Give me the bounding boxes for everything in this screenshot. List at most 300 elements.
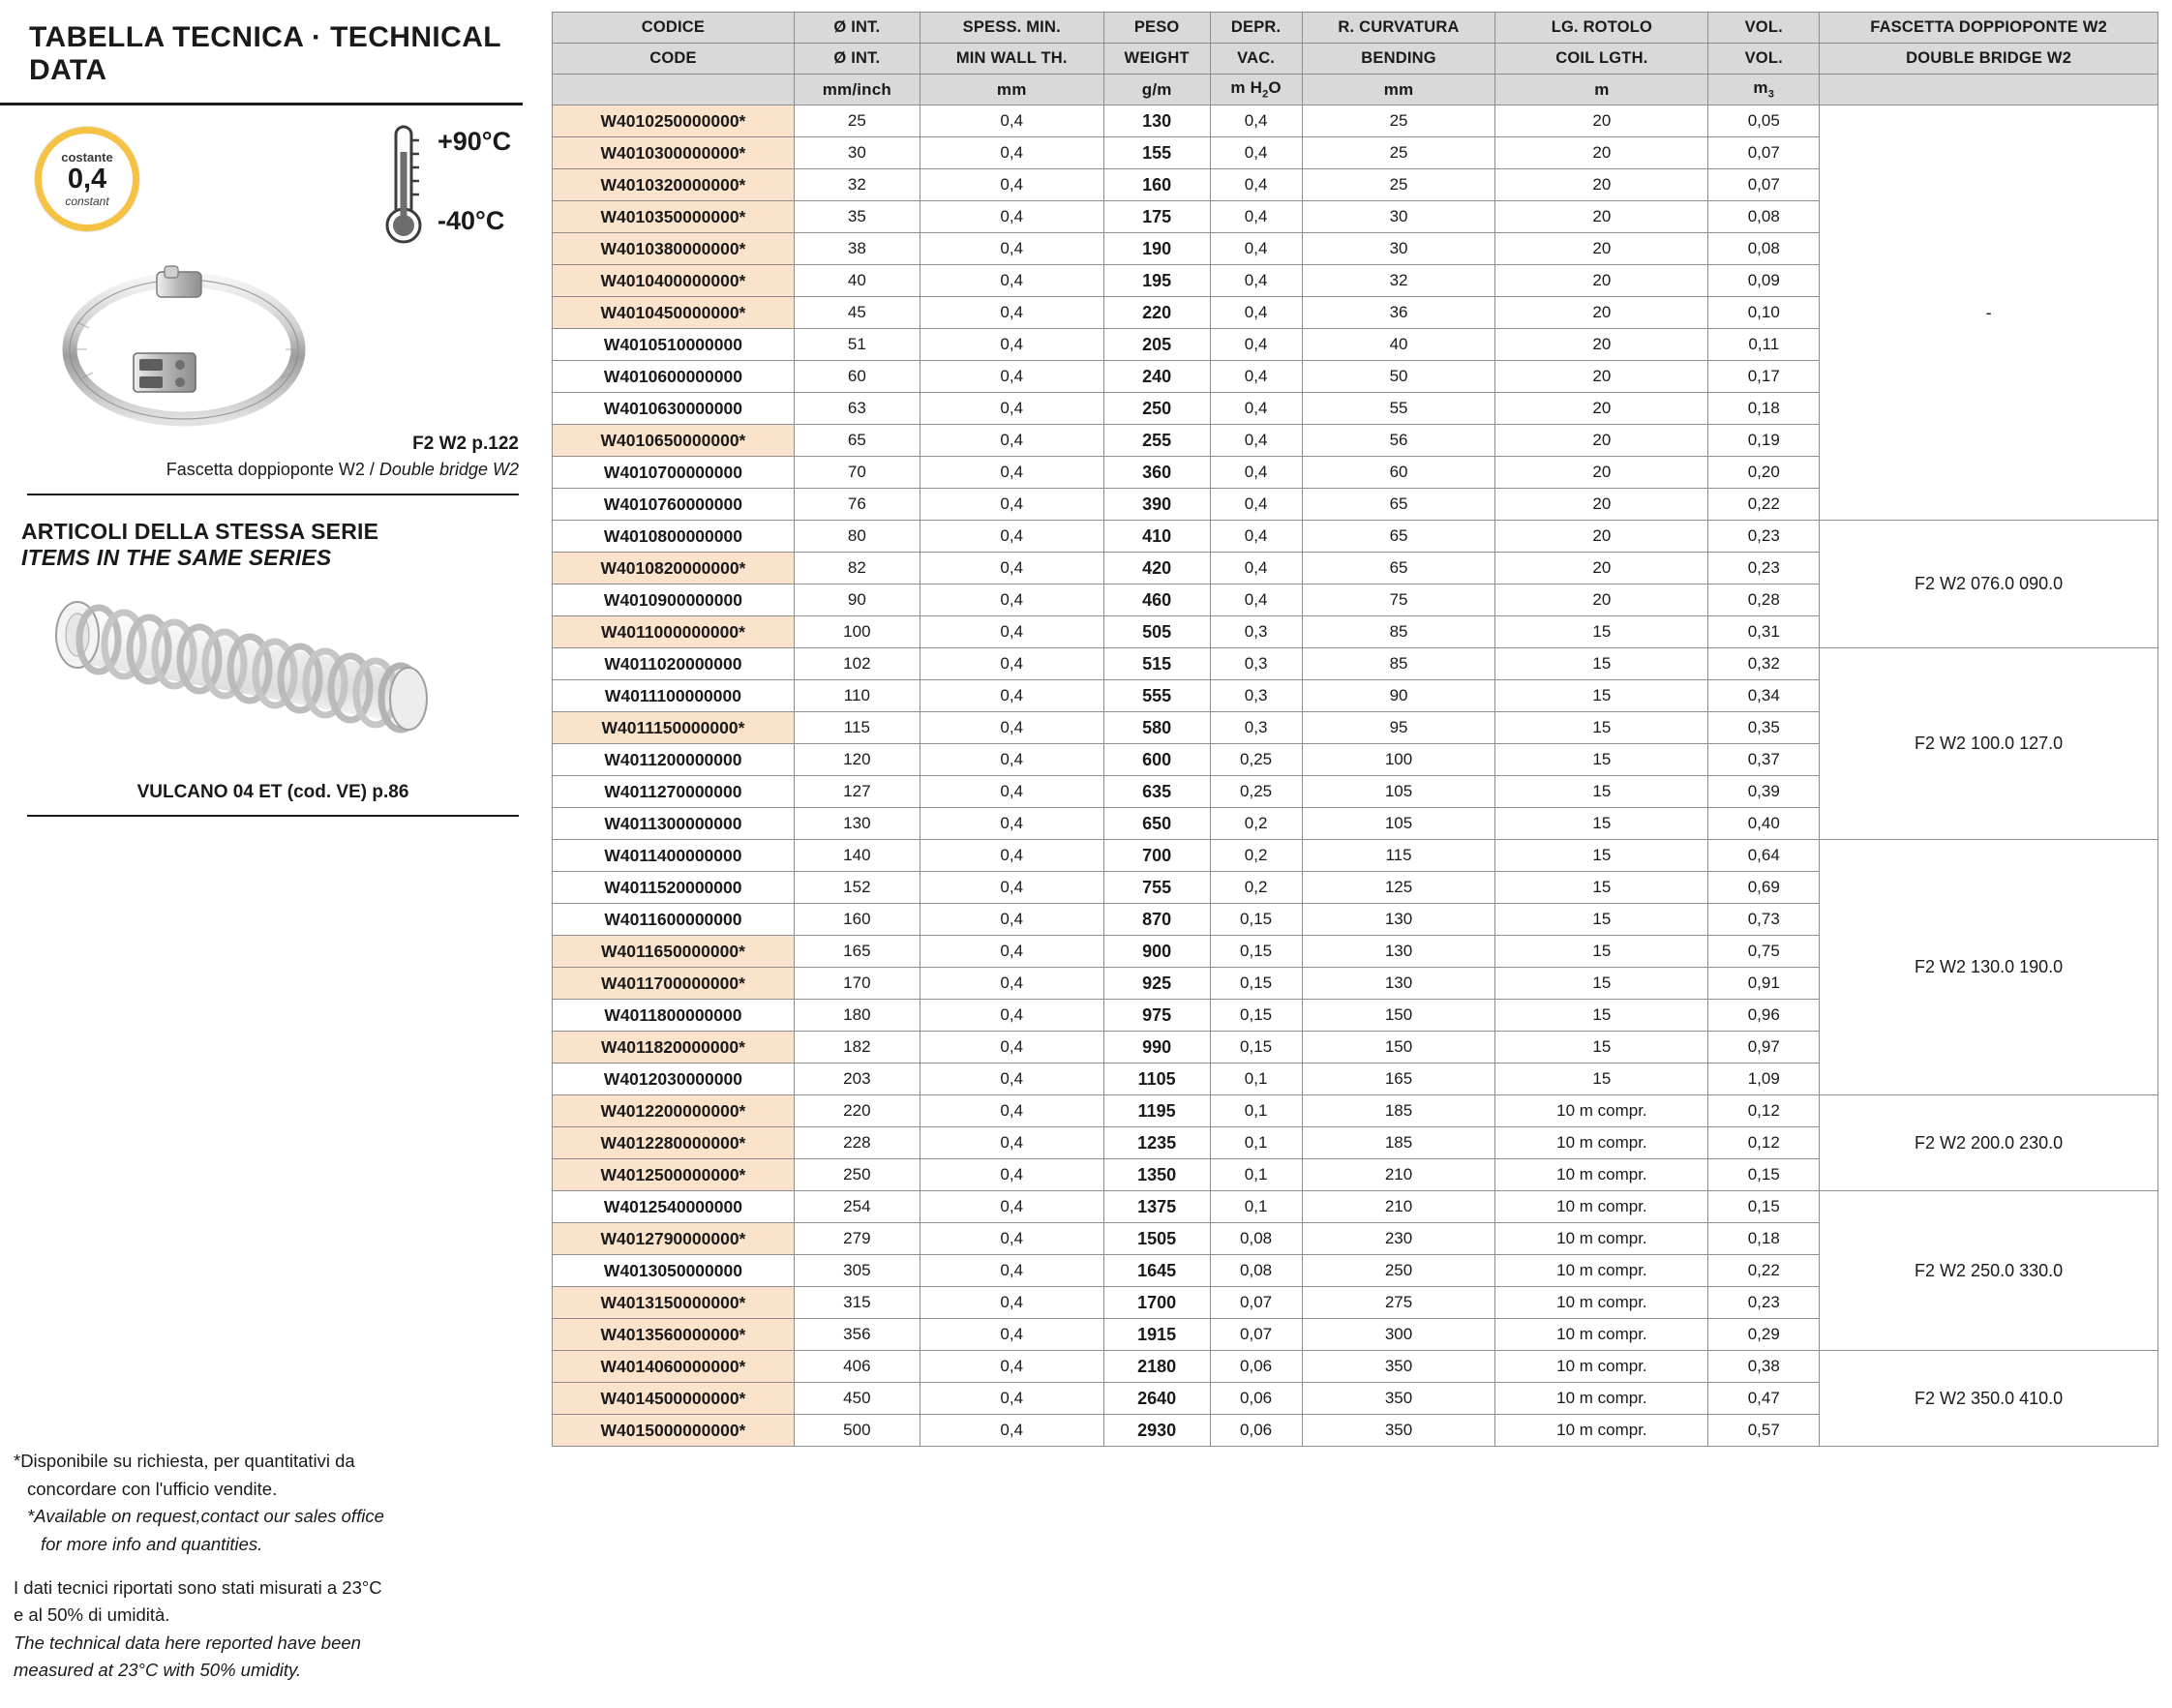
footnote-line-1: *Disponibile su richiesta, per quantitativi da — [14, 1451, 355, 1472]
cell-vacuum: 0,15 — [1210, 1000, 1302, 1032]
table-row — [553, 1191, 2158, 1223]
cell-coil-length: 20 — [1495, 169, 1708, 201]
cell-bending-radius: 115 — [1302, 840, 1495, 872]
cell-code: W4012500000000* — [553, 1159, 795, 1191]
footnote-line-6: e al 50% di umidità. — [14, 1604, 170, 1626]
cell-bending-radius: 85 — [1302, 648, 1495, 680]
table-row — [553, 521, 2158, 553]
cell-double-bridge: F2 W2 250.0 330.0 — [1820, 1191, 2158, 1351]
table-body — [553, 105, 2158, 1447]
cell-weight: 420 — [1103, 553, 1210, 584]
cell-bending-radius: 100 — [1302, 744, 1495, 776]
header-vac-it: DEPR. — [1210, 13, 1302, 44]
cell-vacuum: 0,1 — [1210, 1159, 1302, 1191]
table-header — [553, 13, 2158, 105]
cell-code: W4010300000000* — [553, 137, 795, 169]
cell-inner-diameter: 140 — [794, 840, 920, 872]
cell-min-wall-thickness: 0,4 — [920, 584, 1103, 616]
cell-code: W4014500000000* — [553, 1383, 795, 1415]
cell-weight: 505 — [1103, 616, 1210, 648]
page-title-it: TABELLA TECNICA — [29, 21, 304, 53]
header-row-en — [553, 44, 2158, 75]
cell-code: W4010700000000 — [553, 457, 795, 489]
cell-min-wall-thickness: 0,4 — [920, 265, 1103, 297]
footnote-line-7: The technical data here reported have been — [14, 1632, 361, 1653]
cell-vacuum: 0,4 — [1210, 553, 1302, 584]
cell-vacuum: 0,08 — [1210, 1223, 1302, 1255]
cell-coil-length: 10 m compr. — [1495, 1255, 1708, 1287]
cell-code: W4011600000000 — [553, 904, 795, 936]
cell-bending-radius: 275 — [1302, 1287, 1495, 1319]
cell-code: W4010900000000 — [553, 584, 795, 616]
cell-bending-radius: 210 — [1302, 1159, 1495, 1191]
cell-vacuum: 0,4 — [1210, 137, 1302, 169]
cell-volume: 0,09 — [1708, 265, 1820, 297]
cell-min-wall-thickness: 0,4 — [920, 936, 1103, 968]
cell-bending-radius: 30 — [1302, 233, 1495, 265]
cell-bending-radius: 60 — [1302, 457, 1495, 489]
cell-vacuum: 0,4 — [1210, 521, 1302, 553]
cell-vacuum: 0,06 — [1210, 1415, 1302, 1447]
cell-weight: 160 — [1103, 169, 1210, 201]
cell-coil-length: 10 m compr. — [1495, 1351, 1708, 1383]
cell-inner-diameter: 170 — [794, 968, 920, 1000]
units-wall: mm — [920, 75, 1103, 105]
cell-inner-diameter: 80 — [794, 521, 920, 553]
cell-code: W4010400000000* — [553, 265, 795, 297]
cell-inner-diameter: 90 — [794, 584, 920, 616]
cell-min-wall-thickness: 0,4 — [920, 1415, 1103, 1447]
cell-coil-length: 10 m compr. — [1495, 1287, 1708, 1319]
header-wall-it: SPESS. MIN. — [920, 13, 1103, 44]
header-bend-it: R. CURVATURA — [1302, 13, 1495, 44]
cell-vacuum: 0,1 — [1210, 1191, 1302, 1223]
table-row — [553, 648, 2158, 680]
cell-weight: 130 — [1103, 105, 1210, 137]
cell-weight: 975 — [1103, 1000, 1210, 1032]
cell-weight: 190 — [1103, 233, 1210, 265]
cell-bending-radius: 25 — [1302, 169, 1495, 201]
cell-code: W4010630000000 — [553, 393, 795, 425]
cell-weight: 925 — [1103, 968, 1210, 1000]
cell-volume: 0,29 — [1708, 1319, 1820, 1351]
cell-weight: 1235 — [1103, 1127, 1210, 1159]
cell-bending-radius: 250 — [1302, 1255, 1495, 1287]
page-title — [0, 21, 523, 105]
cell-min-wall-thickness: 0,4 — [920, 840, 1103, 872]
cell-inner-diameter: 45 — [794, 297, 920, 329]
cell-weight: 515 — [1103, 648, 1210, 680]
cell-code: W4011800000000 — [553, 1000, 795, 1032]
cell-min-wall-thickness: 0,4 — [920, 712, 1103, 744]
cell-code: W4010800000000 — [553, 521, 795, 553]
cell-inner-diameter: 356 — [794, 1319, 920, 1351]
cell-inner-diameter: 279 — [794, 1223, 920, 1255]
cell-code: W4010450000000* — [553, 297, 795, 329]
table-row — [553, 1095, 2158, 1127]
cell-min-wall-thickness: 0,4 — [920, 616, 1103, 648]
cell-volume: 0,19 — [1708, 425, 1820, 457]
cell-volume: 0,08 — [1708, 233, 1820, 265]
cell-bending-radius: 90 — [1302, 680, 1495, 712]
cell-bending-radius: 210 — [1302, 1191, 1495, 1223]
footnote-line-3: *Available on request,contact our sales office — [27, 1506, 384, 1527]
cell-double-bridge: F2 W2 076.0 090.0 — [1820, 521, 2158, 648]
cell-volume: 0,07 — [1708, 137, 1820, 169]
cell-code: W4012280000000* — [553, 1127, 795, 1159]
cell-min-wall-thickness: 0,4 — [920, 1255, 1103, 1287]
cell-weight: 1645 — [1103, 1255, 1210, 1287]
constant-value: 0,4 — [67, 164, 107, 195]
cell-code: W4010650000000* — [553, 425, 795, 457]
cell-code: W4011520000000 — [553, 872, 795, 904]
cell-min-wall-thickness: 0,4 — [920, 744, 1103, 776]
cell-vacuum: 0,07 — [1210, 1319, 1302, 1351]
cell-weight: 255 — [1103, 425, 1210, 457]
cell-bending-radius: 50 — [1302, 361, 1495, 393]
cell-vacuum: 0,3 — [1210, 616, 1302, 648]
cell-weight: 205 — [1103, 329, 1210, 361]
cell-vacuum: 0,4 — [1210, 361, 1302, 393]
page-title-en: TECHNICAL DATA — [29, 21, 501, 86]
cell-coil-length: 20 — [1495, 553, 1708, 584]
cell-code: W4011200000000 — [553, 744, 795, 776]
hose-caption — [27, 782, 519, 817]
cell-inner-diameter: 51 — [794, 329, 920, 361]
clamp-caption-it: Fascetta doppioponte W2 / — [166, 460, 379, 479]
cell-inner-diameter: 82 — [794, 553, 920, 584]
cell-volume: 0,97 — [1708, 1032, 1820, 1064]
cell-weight: 155 — [1103, 137, 1210, 169]
cell-vacuum: 0,15 — [1210, 936, 1302, 968]
cell-volume: 0,17 — [1708, 361, 1820, 393]
cell-coil-length: 20 — [1495, 233, 1708, 265]
cell-volume: 0,75 — [1708, 936, 1820, 968]
cell-code: W4011820000000* — [553, 1032, 795, 1064]
cell-weight: 755 — [1103, 872, 1210, 904]
cell-code: W4012030000000 — [553, 1064, 795, 1095]
cell-double-bridge: - — [1820, 105, 2158, 521]
cell-code: W4011020000000 — [553, 648, 795, 680]
cell-min-wall-thickness: 0,4 — [920, 361, 1103, 393]
cell-volume: 0,47 — [1708, 1383, 1820, 1415]
cell-inner-diameter: 25 — [794, 105, 920, 137]
cell-vacuum: 0,15 — [1210, 1032, 1302, 1064]
cell-min-wall-thickness: 0,4 — [920, 1287, 1103, 1319]
constant-label-it: costante — [61, 150, 113, 165]
cell-volume: 0,20 — [1708, 457, 1820, 489]
cell-bending-radius: 65 — [1302, 553, 1495, 584]
cell-min-wall-thickness: 0,4 — [920, 1064, 1103, 1095]
footnote-line-5: I dati tecnici riportati sono stati misurati a 23°C — [14, 1576, 382, 1598]
cell-inner-diameter: 35 — [794, 201, 920, 233]
table-row — [553, 840, 2158, 872]
thermometer-icon — [381, 123, 426, 249]
cell-vacuum: 0,06 — [1210, 1383, 1302, 1415]
cell-coil-length: 20 — [1495, 457, 1708, 489]
cell-double-bridge: F2 W2 350.0 410.0 — [1820, 1351, 2158, 1447]
cell-bending-radius: 130 — [1302, 904, 1495, 936]
cell-double-bridge: F2 W2 200.0 230.0 — [1820, 1095, 2158, 1191]
cell-vacuum: 0,4 — [1210, 105, 1302, 137]
cell-weight: 360 — [1103, 457, 1210, 489]
cell-bending-radius: 40 — [1302, 329, 1495, 361]
cell-weight: 460 — [1103, 584, 1210, 616]
cell-inner-diameter: 120 — [794, 744, 920, 776]
cell-coil-length: 10 m compr. — [1495, 1383, 1708, 1415]
cell-weight: 2640 — [1103, 1383, 1210, 1415]
cell-vacuum: 0,4 — [1210, 329, 1302, 361]
cell-bending-radius: 130 — [1302, 968, 1495, 1000]
cell-min-wall-thickness: 0,4 — [920, 1383, 1103, 1415]
cell-vacuum: 0,4 — [1210, 265, 1302, 297]
cell-vacuum: 0,1 — [1210, 1095, 1302, 1127]
cell-weight: 900 — [1103, 936, 1210, 968]
cell-min-wall-thickness: 0,4 — [920, 648, 1103, 680]
constant-label-en: constant — [65, 194, 109, 208]
header-code-en: CODE — [553, 44, 795, 75]
cell-code: W4011400000000 — [553, 840, 795, 872]
cell-vacuum: 0,06 — [1210, 1351, 1302, 1383]
cell-min-wall-thickness: 0,4 — [920, 201, 1103, 233]
units-vol: $m_3$ — [1708, 75, 1820, 105]
table-row — [553, 1351, 2158, 1383]
clamp-caption — [27, 434, 519, 495]
cell-vacuum: 0,4 — [1210, 457, 1302, 489]
cell-bending-radius: 65 — [1302, 521, 1495, 553]
cell-min-wall-thickness: 0,4 — [920, 1095, 1103, 1127]
cell-min-wall-thickness: 0,4 — [920, 1351, 1103, 1383]
technical-data-table-wrapper — [552, 12, 2158, 1447]
cell-volume: 0,57 — [1708, 1415, 1820, 1447]
header-dint-it: Ø INT. — [794, 13, 920, 44]
cell-min-wall-thickness: 0,4 — [920, 776, 1103, 808]
cell-inner-diameter: 30 — [794, 137, 920, 169]
cell-min-wall-thickness: 0,4 — [920, 489, 1103, 521]
units-code — [553, 75, 795, 105]
header-vol-it: VOL. — [1708, 13, 1820, 44]
cell-weight: 1350 — [1103, 1159, 1210, 1191]
cell-bending-radius: 56 — [1302, 425, 1495, 457]
header-coil-en: COIL LGTH. — [1495, 44, 1708, 75]
cell-inner-diameter: 228 — [794, 1127, 920, 1159]
cell-weight: 410 — [1103, 521, 1210, 553]
cell-volume: 0,15 — [1708, 1191, 1820, 1223]
cell-bending-radius: 300 — [1302, 1319, 1495, 1351]
cell-coil-length: 15 — [1495, 808, 1708, 840]
units-dint: mm/inch — [794, 75, 920, 105]
cell-volume: 0,22 — [1708, 489, 1820, 521]
cell-inner-diameter: 130 — [794, 808, 920, 840]
cell-volume: 0,18 — [1708, 1223, 1820, 1255]
cell-vacuum: 0,2 — [1210, 840, 1302, 872]
header-dint-en: Ø INT. — [794, 44, 920, 75]
cell-code: W4013150000000* — [553, 1287, 795, 1319]
cell-min-wall-thickness: 0,4 — [920, 1319, 1103, 1351]
cell-weight: 1700 — [1103, 1287, 1210, 1319]
cell-inner-diameter: 500 — [794, 1415, 920, 1447]
cell-inner-diameter: 254 — [794, 1191, 920, 1223]
page-title-sep: · — [303, 21, 331, 53]
cell-bending-radius: 350 — [1302, 1351, 1495, 1383]
cell-coil-length: 15 — [1495, 616, 1708, 648]
cell-code: W4011650000000* — [553, 936, 795, 968]
cell-weight: 635 — [1103, 776, 1210, 808]
cell-min-wall-thickness: 0,4 — [920, 393, 1103, 425]
cell-min-wall-thickness: 0,4 — [920, 1223, 1103, 1255]
cell-inner-diameter: 180 — [794, 1000, 920, 1032]
cell-weight: 555 — [1103, 680, 1210, 712]
units-weight: g/m — [1103, 75, 1210, 105]
cell-code: W4011150000000* — [553, 712, 795, 744]
header-weight-it: PESO — [1103, 13, 1210, 44]
cell-bending-radius: 185 — [1302, 1095, 1495, 1127]
cell-coil-length: 15 — [1495, 1064, 1708, 1095]
cell-weight: 175 — [1103, 201, 1210, 233]
cell-volume: 0,15 — [1708, 1159, 1820, 1191]
cell-min-wall-thickness: 0,4 — [920, 904, 1103, 936]
cell-inner-diameter: 315 — [794, 1287, 920, 1319]
cell-vacuum: 0,15 — [1210, 968, 1302, 1000]
cell-inner-diameter: 250 — [794, 1159, 920, 1191]
cell-bending-radius: 95 — [1302, 712, 1495, 744]
cell-min-wall-thickness: 0,4 — [920, 553, 1103, 584]
cell-bending-radius: 150 — [1302, 1000, 1495, 1032]
cell-code: W4010760000000 — [553, 489, 795, 521]
cell-bending-radius: 165 — [1302, 1064, 1495, 1095]
cell-volume: 0,69 — [1708, 872, 1820, 904]
cell-weight: 650 — [1103, 808, 1210, 840]
cell-min-wall-thickness: 0,4 — [920, 105, 1103, 137]
cell-code: W4010600000000 — [553, 361, 795, 393]
footnote-line-2: concordare con l'ufficio vendite. — [27, 1478, 278, 1499]
header-bridge-it: FASCETTA DOPPIOPONTE W2 — [1820, 13, 2158, 44]
cell-volume: 0,96 — [1708, 1000, 1820, 1032]
cell-min-wall-thickness: 0,4 — [920, 1159, 1103, 1191]
hose-caption-ref: VULCANO 04 ET (cod. VE) p.86 — [136, 782, 409, 802]
cell-bending-radius: 350 — [1302, 1415, 1495, 1447]
cell-inner-diameter: 152 — [794, 872, 920, 904]
cell-vacuum: 0,07 — [1210, 1287, 1302, 1319]
cell-bending-radius: 32 — [1302, 265, 1495, 297]
units-bend: mm — [1302, 75, 1495, 105]
cell-weight: 600 — [1103, 744, 1210, 776]
cell-volume: 0,31 — [1708, 616, 1820, 648]
cell-code: W4012200000000* — [553, 1095, 795, 1127]
same-series-heading-en: ITEMS IN THE SAME SERIES — [21, 545, 332, 570]
cell-coil-length: 20 — [1495, 105, 1708, 137]
footnote-line-4: for more info and quantities. — [41, 1534, 263, 1555]
header-wall-en: MIN WALL TH. — [920, 44, 1103, 75]
cell-weight: 1105 — [1103, 1064, 1210, 1095]
cell-coil-length: 20 — [1495, 201, 1708, 233]
cell-volume: 0,73 — [1708, 904, 1820, 936]
cell-volume: 0,39 — [1708, 776, 1820, 808]
cell-volume: 0,22 — [1708, 1255, 1820, 1287]
cell-weight: 1195 — [1103, 1095, 1210, 1127]
cell-vacuum: 0,3 — [1210, 680, 1302, 712]
cell-coil-length: 15 — [1495, 1000, 1708, 1032]
cell-weight: 220 — [1103, 297, 1210, 329]
cell-inner-diameter: 76 — [794, 489, 920, 521]
cell-code: W4010820000000* — [553, 553, 795, 584]
cell-inner-diameter: 305 — [794, 1255, 920, 1287]
units-coil: m — [1495, 75, 1708, 105]
cell-min-wall-thickness: 0,4 — [920, 808, 1103, 840]
cell-vacuum: 0,4 — [1210, 393, 1302, 425]
cell-bending-radius: 350 — [1302, 1383, 1495, 1415]
cell-volume: 0,12 — [1708, 1127, 1820, 1159]
cell-bending-radius: 75 — [1302, 584, 1495, 616]
cell-vacuum: 0,4 — [1210, 584, 1302, 616]
cell-weight: 390 — [1103, 489, 1210, 521]
header-row-units — [553, 75, 2158, 105]
cell-volume: 0,10 — [1708, 297, 1820, 329]
cell-vacuum: 0,4 — [1210, 233, 1302, 265]
cell-inner-diameter: 160 — [794, 904, 920, 936]
cell-min-wall-thickness: 0,4 — [920, 872, 1103, 904]
cell-volume: 0,23 — [1708, 553, 1820, 584]
cell-bending-radius: 105 — [1302, 808, 1495, 840]
cell-inner-diameter: 60 — [794, 361, 920, 393]
cell-min-wall-thickness: 0,4 — [920, 329, 1103, 361]
cell-coil-length: 20 — [1495, 137, 1708, 169]
cell-weight: 870 — [1103, 904, 1210, 936]
header-coil-it: LG. ROTOLO — [1495, 13, 1708, 44]
cell-inner-diameter: 40 — [794, 265, 920, 297]
cell-coil-length: 10 m compr. — [1495, 1191, 1708, 1223]
cell-coil-length: 20 — [1495, 361, 1708, 393]
cell-inner-diameter: 110 — [794, 680, 920, 712]
clamp-caption-ref: F2 W2 p.122 — [412, 434, 519, 454]
cell-min-wall-thickness: 0,4 — [920, 1032, 1103, 1064]
cell-volume: 0,34 — [1708, 680, 1820, 712]
clamp-caption-en: Double bridge W2 — [378, 460, 519, 479]
cell-vacuum: 0,4 — [1210, 297, 1302, 329]
cell-weight: 1915 — [1103, 1319, 1210, 1351]
cell-code: W4012540000000 — [553, 1191, 795, 1223]
cell-weight: 195 — [1103, 265, 1210, 297]
cell-min-wall-thickness: 0,4 — [920, 457, 1103, 489]
cell-inner-diameter: 165 — [794, 936, 920, 968]
cell-code: W4010320000000* — [553, 169, 795, 201]
cell-code: W4014060000000* — [553, 1351, 795, 1383]
constant-badge — [35, 127, 139, 231]
cell-coil-length: 10 m compr. — [1495, 1319, 1708, 1351]
cell-weight: 1505 — [1103, 1223, 1210, 1255]
cell-coil-length: 10 m compr. — [1495, 1159, 1708, 1191]
cell-bending-radius: 65 — [1302, 489, 1495, 521]
cell-volume: 0,05 — [1708, 105, 1820, 137]
cell-min-wall-thickness: 0,4 — [920, 233, 1103, 265]
cell-inner-diameter: 115 — [794, 712, 920, 744]
cell-vacuum: 0,1 — [1210, 1127, 1302, 1159]
cell-weight: 240 — [1103, 361, 1210, 393]
cell-inner-diameter: 100 — [794, 616, 920, 648]
cell-code: W4010380000000* — [553, 233, 795, 265]
cell-min-wall-thickness: 0,4 — [920, 1191, 1103, 1223]
cell-volume: 1,09 — [1708, 1064, 1820, 1095]
cell-min-wall-thickness: 0,4 — [920, 1127, 1103, 1159]
cell-code: W4013560000000* — [553, 1319, 795, 1351]
cell-bending-radius: 185 — [1302, 1127, 1495, 1159]
cell-min-wall-thickness: 0,4 — [920, 680, 1103, 712]
cell-volume: 0,28 — [1708, 584, 1820, 616]
cell-code: W4011270000000 — [553, 776, 795, 808]
cell-code: W4010350000000* — [553, 201, 795, 233]
cell-coil-length: 20 — [1495, 489, 1708, 521]
cell-weight: 1375 — [1103, 1191, 1210, 1223]
